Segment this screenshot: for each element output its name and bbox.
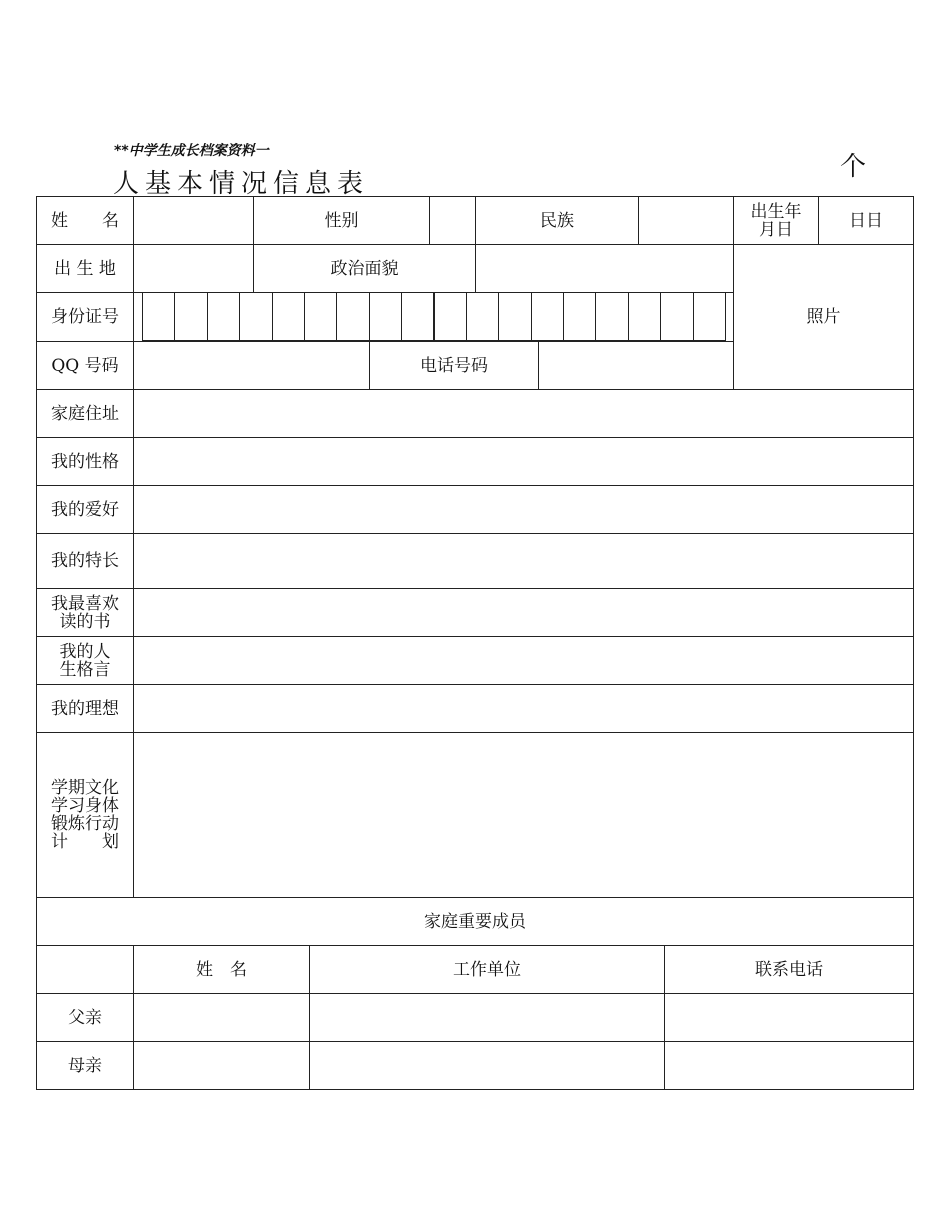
- id-digit-box[interactable]: [693, 292, 726, 341]
- label-personality: 我的性格: [36, 437, 134, 486]
- id-digit-box[interactable]: [304, 292, 337, 341]
- field-gender[interactable]: [429, 196, 476, 245]
- subtitle: **中学生成长档案资料一: [114, 143, 269, 159]
- field-birth-date[interactable]: 日日: [818, 196, 914, 245]
- field-birthplace[interactable]: [133, 244, 254, 293]
- field-hobby[interactable]: [133, 485, 914, 534]
- family-header: 家庭重要成员: [36, 897, 914, 946]
- label-qq: QQ 号码: [36, 341, 134, 390]
- field-plan[interactable]: [133, 732, 914, 898]
- id-digit-box[interactable]: [142, 292, 175, 341]
- label-gender: 性别: [253, 196, 430, 245]
- field-fav-book[interactable]: [133, 588, 914, 637]
- id-digit-box[interactable]: [563, 292, 596, 341]
- field-political[interactable]: [475, 244, 734, 293]
- label-ethnicity: 民族: [475, 196, 639, 245]
- label-id-number: 身份证号: [36, 292, 134, 342]
- field-ethnicity[interactable]: [638, 196, 734, 245]
- label-address: 家庭住址: [36, 389, 134, 438]
- id-digit-box[interactable]: [531, 292, 564, 341]
- id-digit-box[interactable]: [336, 292, 369, 341]
- label-political: 政治面貌: [253, 244, 476, 293]
- label-fav-book: 我最喜欢读的书: [36, 588, 134, 637]
- id-digit-box[interactable]: [660, 292, 693, 341]
- label-phone: 电话号码: [369, 341, 539, 390]
- field-name[interactable]: [133, 196, 254, 245]
- label-motto: 我的人生格言: [36, 636, 134, 685]
- field-qq[interactable]: [133, 341, 370, 390]
- id-digit-box[interactable]: [628, 292, 661, 341]
- label-birth-date: 出生年月日: [733, 196, 819, 245]
- label-fam-work: 工作单位: [309, 945, 665, 994]
- label-fam-name: 姓 名: [133, 945, 310, 994]
- family-corner: [36, 945, 134, 994]
- field-phone[interactable]: [538, 341, 734, 390]
- label-plan: 学期文化学习身体锻炼行动计 划: [36, 732, 134, 898]
- id-digit-box[interactable]: [498, 292, 531, 341]
- id-digit-box[interactable]: [272, 292, 305, 341]
- label-specialty: 我的特长: [36, 533, 134, 589]
- id-digit-box[interactable]: [239, 292, 272, 341]
- field-mother-work[interactable]: [309, 1041, 665, 1090]
- field-mother-name[interactable]: [133, 1041, 310, 1090]
- id-digit-box[interactable]: [595, 292, 628, 341]
- field-personality[interactable]: [133, 437, 914, 486]
- field-ideal[interactable]: [133, 684, 914, 733]
- field-address[interactable]: [133, 389, 914, 438]
- label-mother: 母亲: [36, 1041, 134, 1090]
- field-father-work[interactable]: [309, 993, 665, 1042]
- page-title-suffix: 个: [840, 152, 867, 182]
- page-title: 人基本情况信息表: [113, 169, 370, 199]
- label-birthplace: 出 生 地: [36, 244, 134, 293]
- id-digit-box[interactable]: [174, 292, 207, 341]
- field-specialty[interactable]: [133, 533, 914, 589]
- id-digit-box[interactable]: [401, 292, 434, 341]
- field-father-name[interactable]: [133, 993, 310, 1042]
- photo-box[interactable]: 照片: [733, 244, 914, 390]
- label-ideal: 我的理想: [36, 684, 134, 733]
- field-mother-phone[interactable]: [664, 1041, 914, 1090]
- label-father: 父亲: [36, 993, 134, 1042]
- id-digit-box[interactable]: [207, 292, 240, 341]
- field-father-phone[interactable]: [664, 993, 914, 1042]
- label-name: 姓 名: [36, 196, 134, 245]
- label-fam-phone: 联系电话: [664, 945, 914, 994]
- id-digit-box[interactable]: [434, 292, 467, 341]
- label-hobby: 我的爱好: [36, 485, 134, 534]
- id-digit-box[interactable]: [466, 292, 499, 341]
- id-digit-box[interactable]: [369, 292, 402, 341]
- field-motto[interactable]: [133, 636, 914, 685]
